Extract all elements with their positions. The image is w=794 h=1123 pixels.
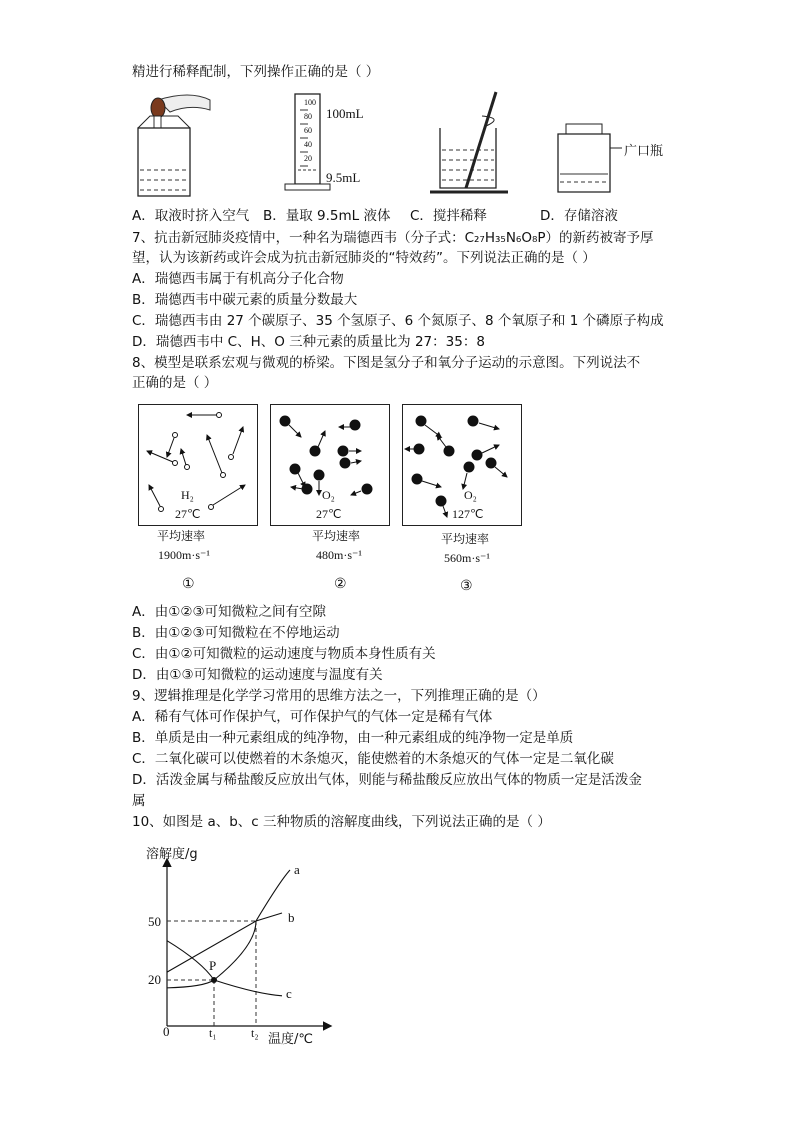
- q9-stem: 9、逻辑推理是化学学习常用的思维方法之一，下列推理正确的是（）: [132, 688, 546, 704]
- panel2-rate: 480m·s⁻¹: [316, 548, 362, 562]
- x-tick-t1: t₁: [209, 1026, 217, 1040]
- q9-option-c: C．二氧化碳可以使燃着的木条熄灭，能使燃着的木条熄灭的气体一定是二氧化碳: [132, 751, 614, 767]
- q7-option-a: A．瑞德西韦属于有机高分子化合物: [132, 271, 344, 287]
- q8-stem-line2: 正确的是（ ）: [132, 375, 218, 391]
- q6-stem: 精进行稀释配制，下列操作正确的是（ ）: [132, 64, 380, 80]
- panel3-number: ③: [460, 579, 473, 594]
- q9-option-d-line1: D．活泼金属与稀盐酸反应放出气体，则能与稀盐酸反应放出气体的物质一定是活泼金: [132, 772, 642, 788]
- panel2-gas: O₂: [322, 488, 335, 502]
- q8-stem-line1: 8、模型是联系宏观与微观的桥梁。下图是氢分子和氧分子运动的示意图。下列说法不: [132, 355, 641, 371]
- solubility-chart: [130, 840, 340, 1050]
- curve-b: [167, 913, 282, 972]
- q8-option-c: C．由①②可知微粒的运动速度与物质本身性质有关: [132, 646, 436, 662]
- q8-option-b: B．由①②③可知微粒在不停地运动: [132, 625, 340, 641]
- q9-option-b: B．单质是由一种元素组成的纯净物，由一种元素组成的纯净物一定是单质: [132, 730, 574, 746]
- panel2-number: ②: [334, 577, 347, 592]
- intersection-point-p: [211, 977, 217, 983]
- q7-option-d: D．瑞德西韦中 C、H、O 三种元素的质量比为 27：35：8: [132, 334, 485, 350]
- y-axis-label: 溶解度/g: [146, 847, 198, 862]
- y-tick-20: 20: [148, 972, 161, 987]
- bottle-label: 广口瓶: [624, 144, 664, 159]
- panel2-rate-label: 平均速率: [312, 529, 361, 543]
- q10-stem: 10、如图是 a、b、c 三种物质的溶解度曲线，下列说法正确的是（ ）: [132, 814, 551, 830]
- beaker-stirring-icon: [430, 92, 508, 192]
- series-label-a: a: [294, 862, 300, 877]
- series-label-b: b: [288, 910, 295, 925]
- curve-a: [167, 870, 290, 988]
- q6-apparatus-figure: [130, 88, 690, 208]
- q6-option-a: A．取液时挤入空气: [132, 208, 250, 224]
- panel3-rate-label: 平均速率: [441, 532, 490, 546]
- dropper-bottle-icon: [138, 95, 210, 196]
- series-label-c: c: [286, 986, 292, 1001]
- point-label-p: P: [209, 958, 217, 973]
- q7-stem-line2: 望，认为该新药或许会成为抗击新冠肺炎的“特效药”。下列说法正确的是（ ）: [132, 250, 596, 266]
- panel1-rate: 1900m·s⁻¹: [158, 548, 210, 562]
- cylinder-reading-label: 9.5mL: [326, 170, 361, 185]
- panel3-rate: 560m·s⁻¹: [444, 551, 490, 565]
- q9-option-a: A．稀有气体可作保护气，可作保护气的气体一定是稀有气体: [132, 709, 493, 725]
- q8-option-d: D．由①③可知微粒的运动速度与温度有关: [132, 667, 383, 683]
- q7-option-c: C．瑞德西韦由 27 个碳原子、35 个氢原子、6 个氮原子、8 个氧原子和 1 个磷原子构成: [132, 313, 664, 329]
- cylinder-scale: 100 80 60 40 20: [304, 98, 316, 163]
- y-tick-50: 50: [148, 914, 161, 929]
- q7-option-b: B．瑞德西韦中碳元素的质量分数最大: [132, 292, 358, 308]
- panel1-gas: H₂: [181, 488, 194, 502]
- panel3-temp: 127℃: [452, 507, 484, 521]
- panel1-temp: 27℃: [175, 507, 201, 521]
- x-tick-0: 0: [163, 1024, 170, 1039]
- curve-c: [167, 941, 282, 996]
- q6-option-b: B．量取 9.5mL 液体: [263, 208, 391, 224]
- panel3-gas: O₂: [464, 488, 477, 502]
- wide-mouth-bottle-icon: [558, 124, 622, 192]
- x-axis-label: 温度/℃: [268, 1032, 313, 1047]
- cylinder-top-label: 100mL: [326, 106, 364, 121]
- q6-option-c: C．搅拌稀释: [410, 208, 487, 224]
- q7-stem-line1: 7、抗击新冠肺炎疫情中，一种名为瑞德西韦（分子式：C₂₇H₃₅N₆O₈P）的新药被寄予厚: [132, 230, 654, 246]
- panel1-number: ①: [182, 577, 195, 592]
- panel1-rate-label: 平均速率: [157, 529, 206, 543]
- q9-option-d-line2: 属: [132, 793, 146, 809]
- panel2-temp: 27℃: [316, 507, 342, 521]
- q6-option-d: D．存储溶液: [540, 208, 618, 224]
- q8-option-a: A．由①②③可知微粒之间有空隙: [132, 604, 327, 620]
- x-tick-t2: t₂: [251, 1026, 259, 1040]
